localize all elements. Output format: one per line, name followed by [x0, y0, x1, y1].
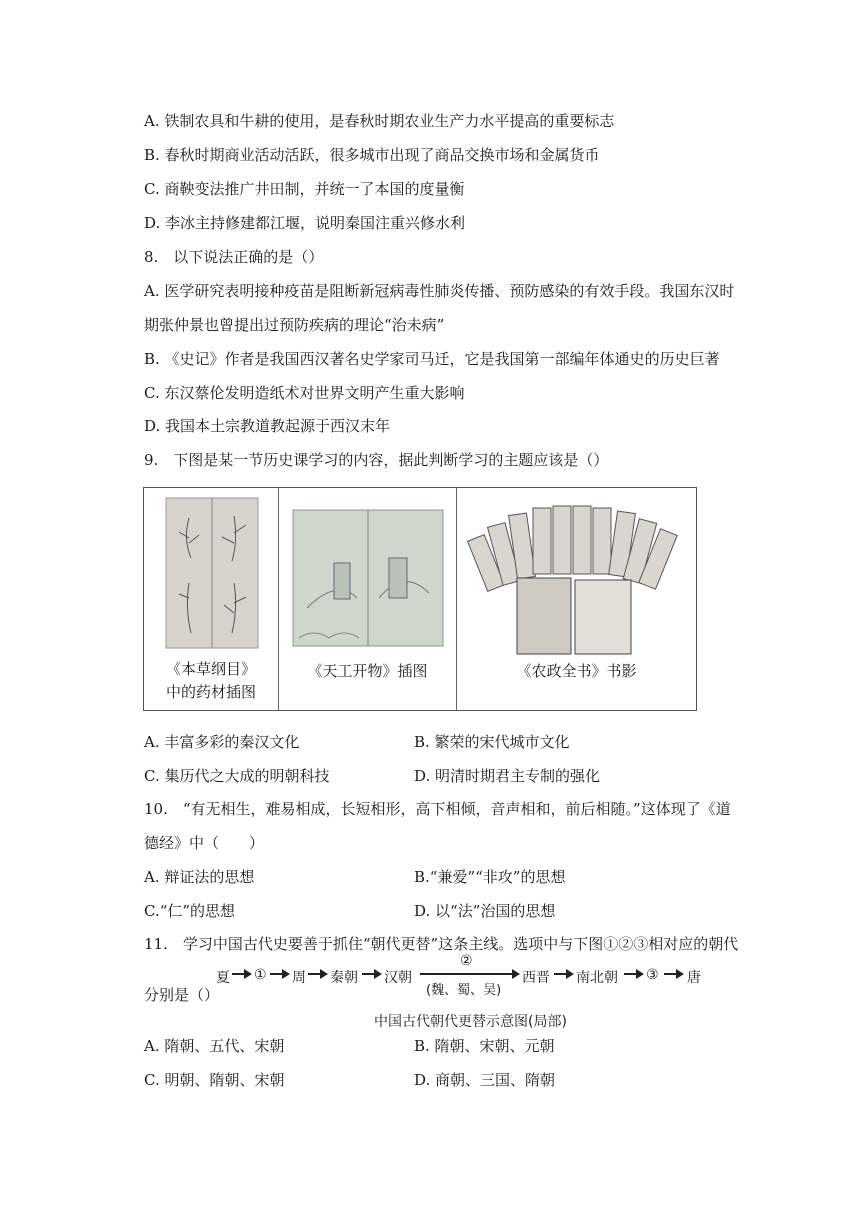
q10-option-c: C.“仁”的思想	[144, 902, 236, 920]
q9-option-b: B. 繁荣的宋代城市文化	[414, 733, 570, 751]
q8-option-a-line1: A. 医学研究表明接种疫苗是阻断新冠病毒性肺炎传播、预防感染的有效手段。我国东汉时	[144, 282, 735, 300]
q11-option-d: D. 商朝、三国、隋朝	[414, 1071, 556, 1089]
q8-option-d: D. 我国本土宗教道教起源于西汉末年	[144, 417, 391, 435]
tiangong-caption: 《天工开物》插图	[307, 662, 428, 680]
tiangong-panel	[279, 488, 457, 710]
chain-node-xia: 夏	[216, 970, 230, 986]
chain-node-han: 汉朝	[384, 970, 412, 986]
chain-arrow	[308, 973, 326, 975]
q11-option-b: B. 隋朝、宋朝、元朝	[414, 1037, 555, 1055]
q9-option-d: D. 明清时期君主专制的强化	[414, 767, 601, 785]
q7-option-d: D. 李冰主持修建都江堰，说明秦国注重兴修水利	[144, 214, 466, 232]
nongzheng-caption: 《农政全书》书影	[516, 662, 637, 680]
chain-node-3: ③	[646, 967, 659, 983]
q10-option-b: B.“兼爱”“非攻”的思想	[414, 868, 566, 886]
chain-arrow	[232, 973, 250, 975]
chain-node-1: ①	[254, 967, 267, 983]
q9-stem: 9. 下图是某一节历史课学习的内容，据此判断学习的主题应该是（）	[144, 451, 609, 469]
q11-stem-line1: 11. 学习中国古代史要善于抓住“朝代更替”这条主线。选项中与下图①②③相对应的朝代	[144, 935, 739, 953]
dynasty-chain-diagram	[212, 953, 712, 1001]
q10-option-d: D. 以“法”治国的思想	[414, 902, 556, 920]
chain-node-nanbei: 南北朝	[576, 970, 618, 986]
bencao-panel	[144, 488, 279, 710]
chain-arrow	[270, 973, 288, 975]
chain-arrow	[554, 973, 572, 975]
q7-option-c: C. 商鞅变法推广井田制，并统一了本国的度量衡	[144, 180, 465, 198]
bencao-caption-line1: 《本草纲目》	[165, 660, 256, 678]
q9-image-figure	[143, 487, 697, 711]
q11-stem-line2: 分别是（）	[144, 986, 220, 1004]
q7-option-a: A. 铁制农具和牛耕的使用，是春秋时期农业生产力水平提高的重要标志	[144, 112, 615, 130]
q8-option-b: B. 《史记》作者是我国西汉著名史学家司马迁，它是我国第一部编年体通史的历史巨著	[144, 350, 720, 368]
q9-option-c: C. 集历代之大成的明朝科技	[144, 767, 330, 785]
q8-option-c: C. 东汉蔡伦发明造纸术对世界文明产生重大影响	[144, 384, 465, 402]
chain-node-xijin: 西晋	[522, 970, 550, 986]
chain-node-2-sub: (魏、蜀、吴)	[426, 983, 502, 998]
nongzheng-panel	[457, 488, 696, 710]
q9-option-a: A. 丰富多彩的秦汉文化	[144, 733, 300, 751]
q10-stem-line2: 德经》中（ ）	[144, 834, 265, 852]
bencao-caption-line2: 中的药材插图	[165, 683, 256, 701]
q8-stem: 8. 以下说法正确的是（）	[144, 248, 324, 266]
dynasty-chain-caption: 中国古代朝代更替示意图(局部)	[374, 1014, 567, 1030]
chain-arrow	[664, 973, 682, 975]
chain-node-qin: 秦朝	[330, 970, 358, 986]
q10-option-a: A. 辩证法的思想	[144, 868, 255, 886]
chain-arrow-long	[420, 973, 518, 975]
chain-arrow	[624, 973, 642, 975]
chain-arrow	[362, 973, 380, 975]
q11-option-a: A. 隋朝、五代、宋朝	[144, 1037, 285, 1055]
q7-option-b: B. 春秋时期商业活动活跃，很多城市出现了商品交换市场和金属货币	[144, 146, 600, 164]
q10-stem-line1: 10. “有无相生，难易相成，长短相形，高下相倾，音声相和，前后相随。”这体现了《道	[144, 800, 731, 818]
chain-node-2: ②	[460, 953, 473, 969]
q11-option-c: C. 明朝、隋朝、宋朝	[144, 1071, 285, 1089]
q8-option-a-line2: 期张仲景也曾提出过预防疾病的理论“治未病”	[144, 316, 445, 334]
chain-node-zhou: 周	[292, 970, 306, 986]
chain-node-tang: 唐	[687, 970, 701, 986]
